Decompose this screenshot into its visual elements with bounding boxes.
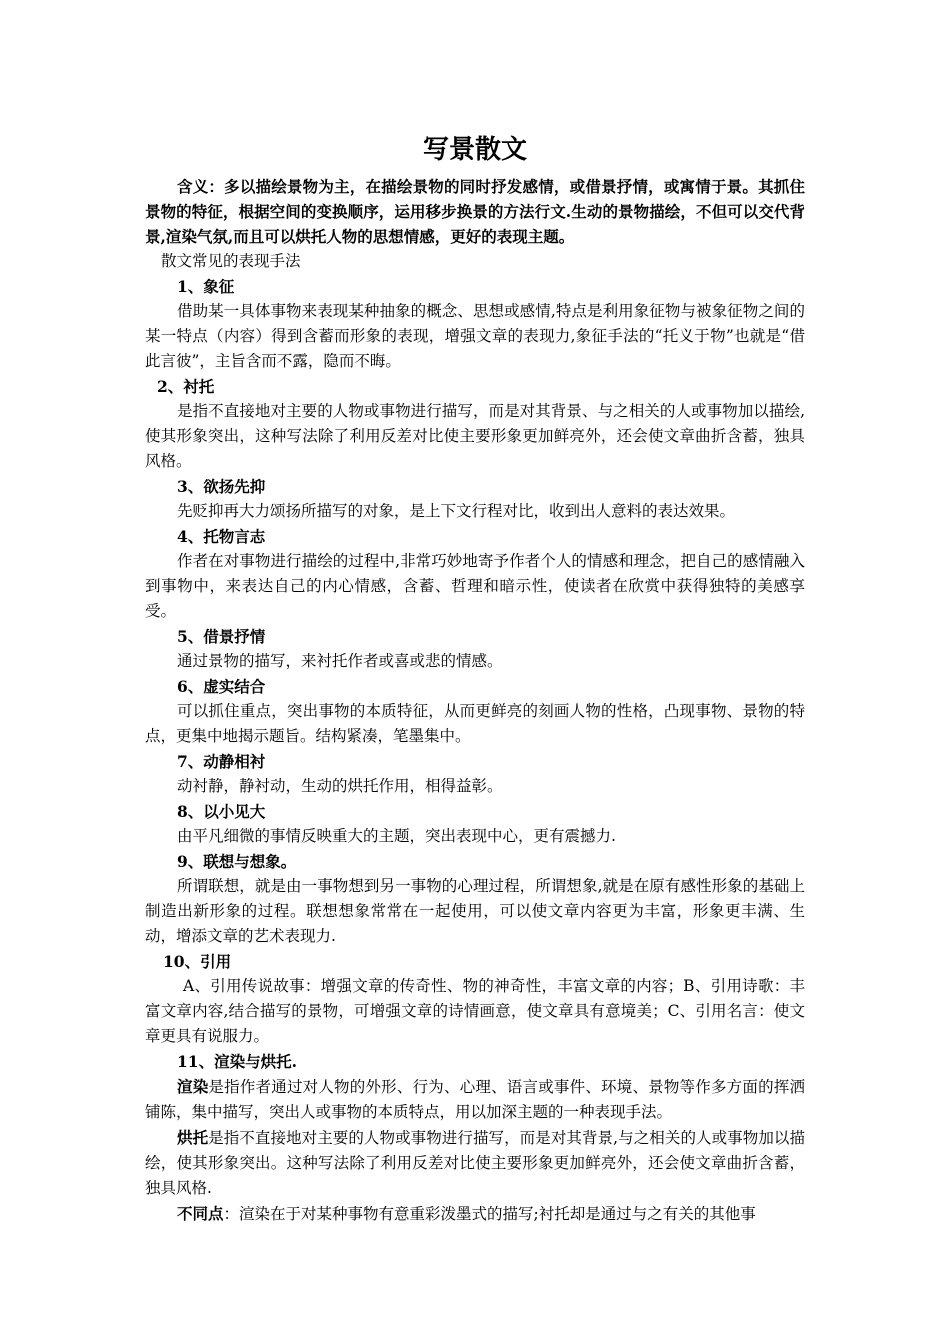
heading-scene-emotion: 5、借景抒情 [177, 627, 266, 646]
document-page [145, 128, 805, 1227]
render-text: 是指作者通过对人物的外形、行为、心理、语言或事件、环境、景物等作多方面的挥洒铺陈，集中描写，突出人或事物的本质特点，用以加深主题的一种表现手法。 [145, 1078, 805, 1121]
heading-quotation: 10、引用 [163, 952, 232, 971]
section-subtitle: 散文常见的表现手法 [161, 252, 301, 270]
heading-symbolism: 1、象征 [177, 277, 235, 296]
difference-term: 不同点 [177, 1204, 224, 1223]
paragraph-difference [145, 1201, 805, 1227]
heading-association: 9、联想与想象。 [177, 852, 297, 871]
intro-paragraph: 含义：多以描绘景物为主，在描绘景物的同时抒发感情，或借景抒情，或寓情于景。其抓住景物的特征，根据空间的变换顺序，运用移步换景的方法行文.生动的景物描绘，不但可以交代背景,渲染气氛,而且可以烘托人物的思想情感，更好的表现主题。 [145, 177, 805, 246]
paragraph-render [145, 1074, 805, 1125]
set-off-term: 烘托 [177, 1128, 209, 1147]
render-term: 渲染 [177, 1077, 209, 1096]
paragraph-small-to-large: 由平凡细微的事情反映重大的主题，突出表现中心，更有震撼力. [177, 827, 616, 845]
paragraph-scene-emotion: 通过景物的描写，来衬托作者或喜或悲的情感。 [177, 652, 503, 670]
paragraph-virtual-real: 可以抓住重点，突出事物的本质特征，从而更鲜亮的刻画人物的性格，凸现事物、景物的特点，更集中地揭示题旨。结构紧凑，笔墨集中。 [145, 702, 805, 745]
heading-virtual-real: 6、虚实结合 [177, 677, 266, 696]
heading-suppress-then-praise: 3、欲扬先抑 [177, 477, 266, 496]
heading-motion-stillness: 7、动静相衬 [177, 752, 266, 771]
set-off-text: 是指不直接地对主要的人物或事物进行描写，而是对其背景,与之相关的人或事物加以描绘，使其形象突出。这种写法除了利用反差对比使主要形象更加鲜亮外，还会使文章曲折含蓄，独具风格. [145, 1129, 805, 1197]
heading-contrast: 2、衬托 [157, 377, 215, 396]
paragraph-set-off [145, 1125, 805, 1201]
paragraph-contrast: 是指不直接地对主要的人物或事物进行描写，而是对其背景、与之相关的人或事物加以描绘,使其形象突出，这种写法除了利用反差对比使主要形象更加鲜亮外，还会使文章曲折含蓄，独具风格。 [145, 402, 805, 470]
paragraph-motion-stillness: 动衬静，静衬动，生动的烘托作用，相得益彰。 [177, 777, 503, 795]
paragraph-suppress-then-praise: 先贬抑再大力颂扬所描写的对象，是上下文行程对比，收到出人意料的表达效果。 [177, 502, 736, 520]
page-title: 写景散文 [422, 135, 527, 165]
paragraph-association: 所谓联想，就是由一事物想到另一事物的心理过程，所谓想象,就是在原有感性形象的基础上制造出新形象的过程。联想想象常常在一起使用，可以使文章内容更为丰富，形象更丰满、生动，增添文章的艺术表现力. [145, 877, 805, 945]
heading-render-set-off: 11、渲染与烘托. [177, 1052, 297, 1071]
paragraph-symbolism: 借助某一具体事物来表现某种抽象的概念、思想或感情,特点是利用象征物与被象征物之间的某一特点（内容）得到含蓄而形象的表现，增强文章的表现力,象征手法的“托义于物”也就是“借此言彼”，主旨含而不露，隐而不晦。 [145, 302, 805, 370]
heading-small-to-large: 8、以小见大 [177, 802, 266, 821]
paragraph-quotation: A、引用传说故事：增强文章的传奇性、物的神奇性，丰富文章的内容；B、引用诗歌：丰富文章内容,结合描写的景物，可增强文章的诗情画意，使文章具有意境美；C、引用名言：使文章更具有说服力。 [145, 977, 805, 1045]
paragraph-object-aspiration: 作者在对事物进行描绘的过程中,非常巧妙地寄予作者个人的情感和理念，把自己的感情融入到事物中，来表达自己的内心情感，含蓄、哲理和暗示性，使读者在欣赏中获得独特的美感享受。 [145, 552, 805, 620]
difference-text: ：渲染在于对某种事物有意重彩泼墨式的描写;衬托却是通过与之有关的其他事 [223, 1205, 756, 1223]
heading-object-aspiration: 4、托物言志 [177, 527, 266, 546]
